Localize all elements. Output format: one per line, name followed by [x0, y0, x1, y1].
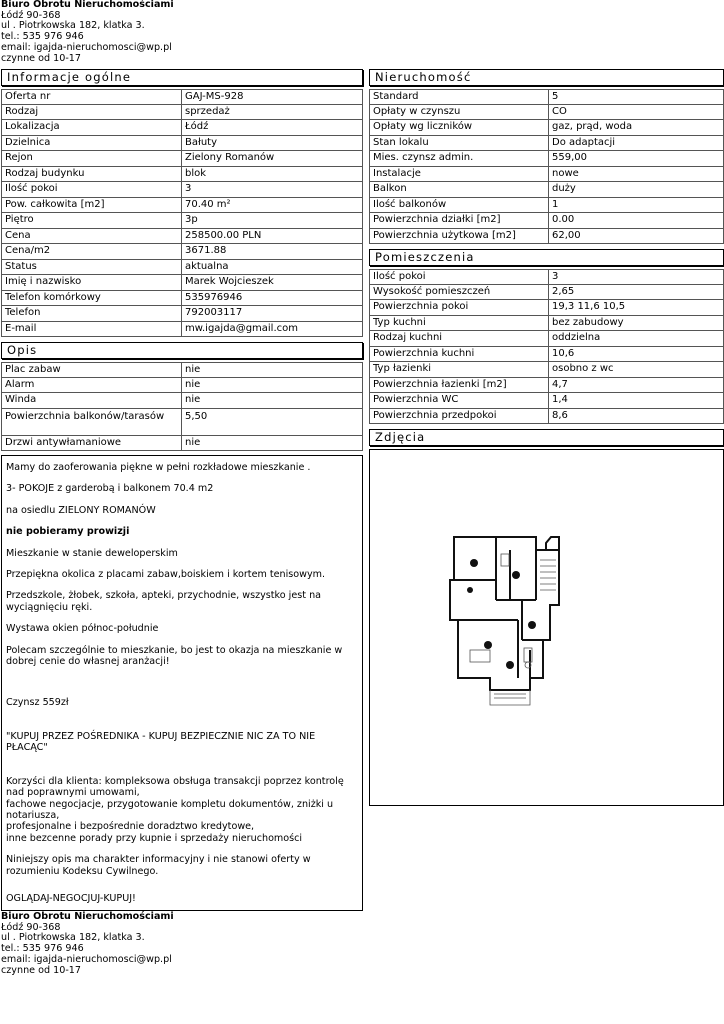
row-value: 2,65	[549, 285, 724, 301]
table-row	[1, 198, 363, 214]
row-label: Typ łazienki	[369, 362, 549, 378]
row-value: sprzedaż	[182, 105, 363, 121]
row-label: Powierzchnia pokoi	[369, 300, 549, 316]
table-row	[1, 105, 363, 121]
table-row	[369, 362, 724, 378]
row-label: Lokalizacja	[1, 120, 182, 136]
row-label: Oferta nr	[1, 89, 182, 105]
desc-disclaimer: Niniejszy opis ma charakter informacyjny i nie stanowi oferty w rozumieniu Kodeksu Cywilnego.	[6, 854, 311, 877]
row-value: oddzielna	[549, 331, 724, 347]
row-value: nie	[182, 393, 363, 409]
row-label: Telefon	[1, 306, 182, 322]
table-row	[369, 347, 724, 363]
row-label: Drzwi antywłamaniowe	[1, 436, 182, 452]
row-label: Status	[1, 260, 182, 276]
table-row	[369, 269, 724, 285]
row-value: 559,00	[549, 151, 724, 167]
table-row	[1, 436, 363, 452]
table-row	[1, 229, 363, 245]
row-value: Marek Wojcieszek	[182, 275, 363, 291]
row-value: 1	[549, 198, 724, 214]
row-label: Ilość balkonów	[369, 198, 549, 214]
office-footer	[1, 912, 174, 976]
property-table	[369, 89, 724, 244]
table-row	[369, 198, 724, 214]
table-row	[1, 89, 363, 105]
table-row	[1, 322, 363, 338]
office-phone: tel.: 535 976 946	[1, 943, 84, 955]
table-row	[1, 260, 363, 276]
table-row	[369, 151, 724, 167]
office-street: ul . Piotrkowska 182, klatka 3.	[1, 932, 145, 944]
table-row	[369, 285, 724, 301]
row-value: mw.igajda@gmail.com	[182, 322, 363, 338]
row-label: Imię i nazwisko	[1, 275, 182, 291]
table-row	[1, 213, 363, 229]
table-row	[369, 409, 724, 425]
row-label: Powierzchnia działki [m2]	[369, 213, 549, 229]
row-value: 1,4	[549, 393, 724, 409]
table-row	[1, 136, 363, 152]
table-row	[1, 306, 363, 322]
opis-table	[1, 362, 363, 451]
row-label: Instalacje	[369, 167, 549, 183]
table-row	[369, 120, 724, 136]
office-hours: czynne od 10-17	[1, 964, 81, 976]
row-label: Powierzchnia WC	[369, 393, 549, 409]
table-row	[1, 378, 363, 394]
row-label: Standard	[369, 89, 549, 105]
desc-p2: 3- POKOJE z garderobą i balkonem 70.4 m2	[6, 483, 214, 495]
row-value: nie	[182, 362, 363, 378]
row-value: gaz, prąd, woda	[549, 120, 724, 136]
desc-benefits-3: profesjonalne i bezpośrednie doradztwo kredytowe,	[6, 821, 255, 833]
desc-no-commission: nie pobieramy prowizji	[6, 526, 130, 538]
row-value: GAJ-MS-928	[182, 89, 363, 105]
table-row	[369, 105, 724, 121]
row-label: Cena/m2	[1, 244, 182, 260]
desc-benefits	[6, 776, 357, 844]
desc-p7: Przedszkole, żłobek, szkoła, apteki, przychodnie, wszystko jest na wyciągnięciu ręki.	[6, 590, 322, 613]
row-label: Opłaty wg liczników	[369, 120, 549, 136]
row-value: Do adaptacji	[549, 136, 724, 152]
office-phone: tel.: 535 976 946	[1, 31, 84, 43]
row-label: Powierzchnia przedpokoi	[369, 409, 549, 425]
table-row	[369, 378, 724, 394]
office-city: Łódź 90-368	[1, 9, 61, 21]
row-label: Opłaty w czynszu	[369, 105, 549, 121]
row-label: Ilość pokoi	[369, 269, 549, 285]
desc-benefits-1: Korzyści dla klienta: kompleksowa obsługa transakcji poprzez kontrolę nad poprawnymi umowami,	[6, 775, 344, 799]
opis-title: Opis	[1, 342, 363, 359]
desc-benefits-2: fachowe negocjacje, przygotowanie kompletu dokumentów, zniżki u notariusza,	[6, 798, 334, 821]
office-name: Biuro Obrotu Nieruchomościami	[1, 0, 174, 10]
row-label: Typ kuchni	[369, 316, 549, 332]
row-label: Telefon komórkowy	[1, 291, 182, 307]
row-label: Dzielnica	[1, 136, 182, 152]
table-row	[1, 151, 363, 167]
desc-benefits-4: inne bezcenne porady przy kupnie i sprzedaży nieruchomości	[6, 832, 303, 844]
rooms-title: Pomieszczenia	[369, 249, 724, 266]
general-title: Informacje ogólne	[1, 69, 363, 86]
row-value: nowe	[549, 167, 724, 183]
office-street: ul . Piotrkowska 182, klatka 3.	[1, 20, 145, 32]
table-row	[369, 316, 724, 332]
row-label: Cena	[1, 229, 182, 245]
table-row	[369, 331, 724, 347]
general-section	[1, 69, 363, 337]
photo-frame[interactable]	[369, 449, 724, 806]
row-label: Pow. całkowita [m2]	[1, 198, 182, 214]
row-value: CO	[549, 105, 724, 121]
rooms-section	[369, 249, 724, 424]
row-label: Powierzchnia balkonów/tarasów	[1, 409, 182, 436]
row-label: Rodzaj kuchni	[369, 331, 549, 347]
office-email: email: igajda-nieruchomosci@wp.pl	[1, 41, 172, 53]
table-row	[1, 275, 363, 291]
row-value: 5	[549, 89, 724, 105]
table-row	[369, 182, 724, 198]
office-hours: czynne od 10-17	[1, 52, 81, 64]
row-value: Łódź	[182, 120, 363, 136]
table-row	[369, 213, 724, 229]
photos-title: Zdjęcia	[369, 429, 724, 446]
row-label: Ilość pokoi	[1, 182, 182, 198]
desc-rent: Czynsz 559zł	[6, 697, 69, 709]
row-label: Rejon	[1, 151, 182, 167]
row-label: Rodzaj budynku	[1, 167, 182, 183]
table-row	[1, 182, 363, 198]
row-value: 5,50	[182, 409, 363, 436]
table-row	[1, 167, 363, 183]
office-email: email: igajda-nieruchomosci@wp.pl	[1, 953, 172, 965]
row-value: 4,7	[549, 378, 724, 394]
row-label: Balkon	[369, 182, 549, 198]
row-label: Mies. czynsz admin.	[369, 151, 549, 167]
desc-p8: Wystawa okien północ-południe	[6, 623, 159, 635]
general-table	[1, 89, 363, 337]
desc-closing: OGLĄDAJ-NEGOCJUJ-KUPUJ!	[6, 892, 136, 904]
table-row	[369, 89, 724, 105]
row-value: 0.00	[549, 213, 724, 229]
property-section	[369, 69, 724, 244]
row-value: 19,3 11,6 10,5	[549, 300, 724, 316]
table-row	[369, 300, 724, 316]
photos-section	[369, 429, 724, 446]
row-value: 535976946	[182, 291, 363, 307]
row-value: Zielony Romanów	[182, 151, 363, 167]
table-row	[369, 229, 724, 245]
office-name: Biuro Obrotu Nieruchomościami	[1, 911, 174, 922]
table-row	[1, 291, 363, 307]
table-row	[369, 136, 724, 152]
table-row	[1, 362, 363, 378]
row-label: Alarm	[1, 378, 182, 394]
office-city: Łódź 90-368	[1, 921, 61, 933]
rooms-table	[369, 269, 724, 424]
row-value: aktualna	[182, 260, 363, 276]
row-label: Winda	[1, 393, 182, 409]
row-value: blok	[182, 167, 363, 183]
table-row	[369, 393, 724, 409]
desc-p5: Mieszkanie w stanie deweloperskim	[6, 547, 178, 559]
floor-plan-image[interactable]	[370, 450, 723, 805]
row-label: Wysokość pomieszczeń	[369, 285, 549, 301]
row-label: Plac zabaw	[1, 362, 182, 378]
row-value: duży	[549, 182, 724, 198]
desc-p3: na osiedlu ZIELONY ROMANÓW	[6, 504, 156, 516]
row-value: Bałuty	[182, 136, 363, 152]
row-value: 792003117	[182, 306, 363, 322]
opis-section	[1, 342, 363, 451]
row-label: Powierzchnia kuchni	[369, 347, 549, 363]
table-row	[1, 409, 363, 436]
row-value: 8,6	[549, 409, 724, 425]
row-label: E-mail	[1, 322, 182, 338]
row-value: 3p	[182, 213, 363, 229]
row-label: Stan lokalu	[369, 136, 549, 152]
row-value: 70.40 m²	[182, 198, 363, 214]
property-title: Nieruchomość	[369, 69, 724, 86]
desc-p1: Mamy do zaoferowania piękne w pełni rozkładowe mieszkanie .	[6, 462, 311, 473]
table-row	[369, 167, 724, 183]
description-box	[1, 455, 363, 911]
office-header	[1, 0, 174, 64]
table-row	[1, 120, 363, 136]
row-label: Powierzchnia użytkowa [m2]	[369, 229, 549, 245]
row-label: Powierzchnia łazienki [m2]	[369, 378, 549, 394]
desc-slogan: "KUPUJ PRZEZ POŚREDNIKA - KUPUJ BEZPIECZNIE NIC ZA TO NIE PŁACĄC"	[6, 730, 316, 754]
row-value: 3671.88	[182, 244, 363, 260]
row-label: Rodzaj	[1, 105, 182, 121]
row-value: 3	[182, 182, 363, 198]
table-row	[1, 244, 363, 260]
row-value: bez zabudowy	[549, 316, 724, 332]
desc-p6: Przepiękna okolica z placami zabaw,boiskiem i kortem tenisowym.	[6, 569, 326, 581]
row-label: Piętro	[1, 213, 182, 229]
row-value: nie	[182, 436, 363, 452]
desc-p9: Polecam szczególnie to mieszkanie, bo jest to okazja na mieszkanie w dobrej cenie do własnej aranżacji!	[6, 644, 343, 668]
row-value: 10,6	[549, 347, 724, 363]
row-value: 62,00	[549, 229, 724, 245]
row-value: 258500.00 PLN	[182, 229, 363, 245]
table-row	[1, 393, 363, 409]
row-value: osobno z wc	[549, 362, 724, 378]
row-value: 3	[549, 269, 724, 285]
row-value: nie	[182, 378, 363, 394]
